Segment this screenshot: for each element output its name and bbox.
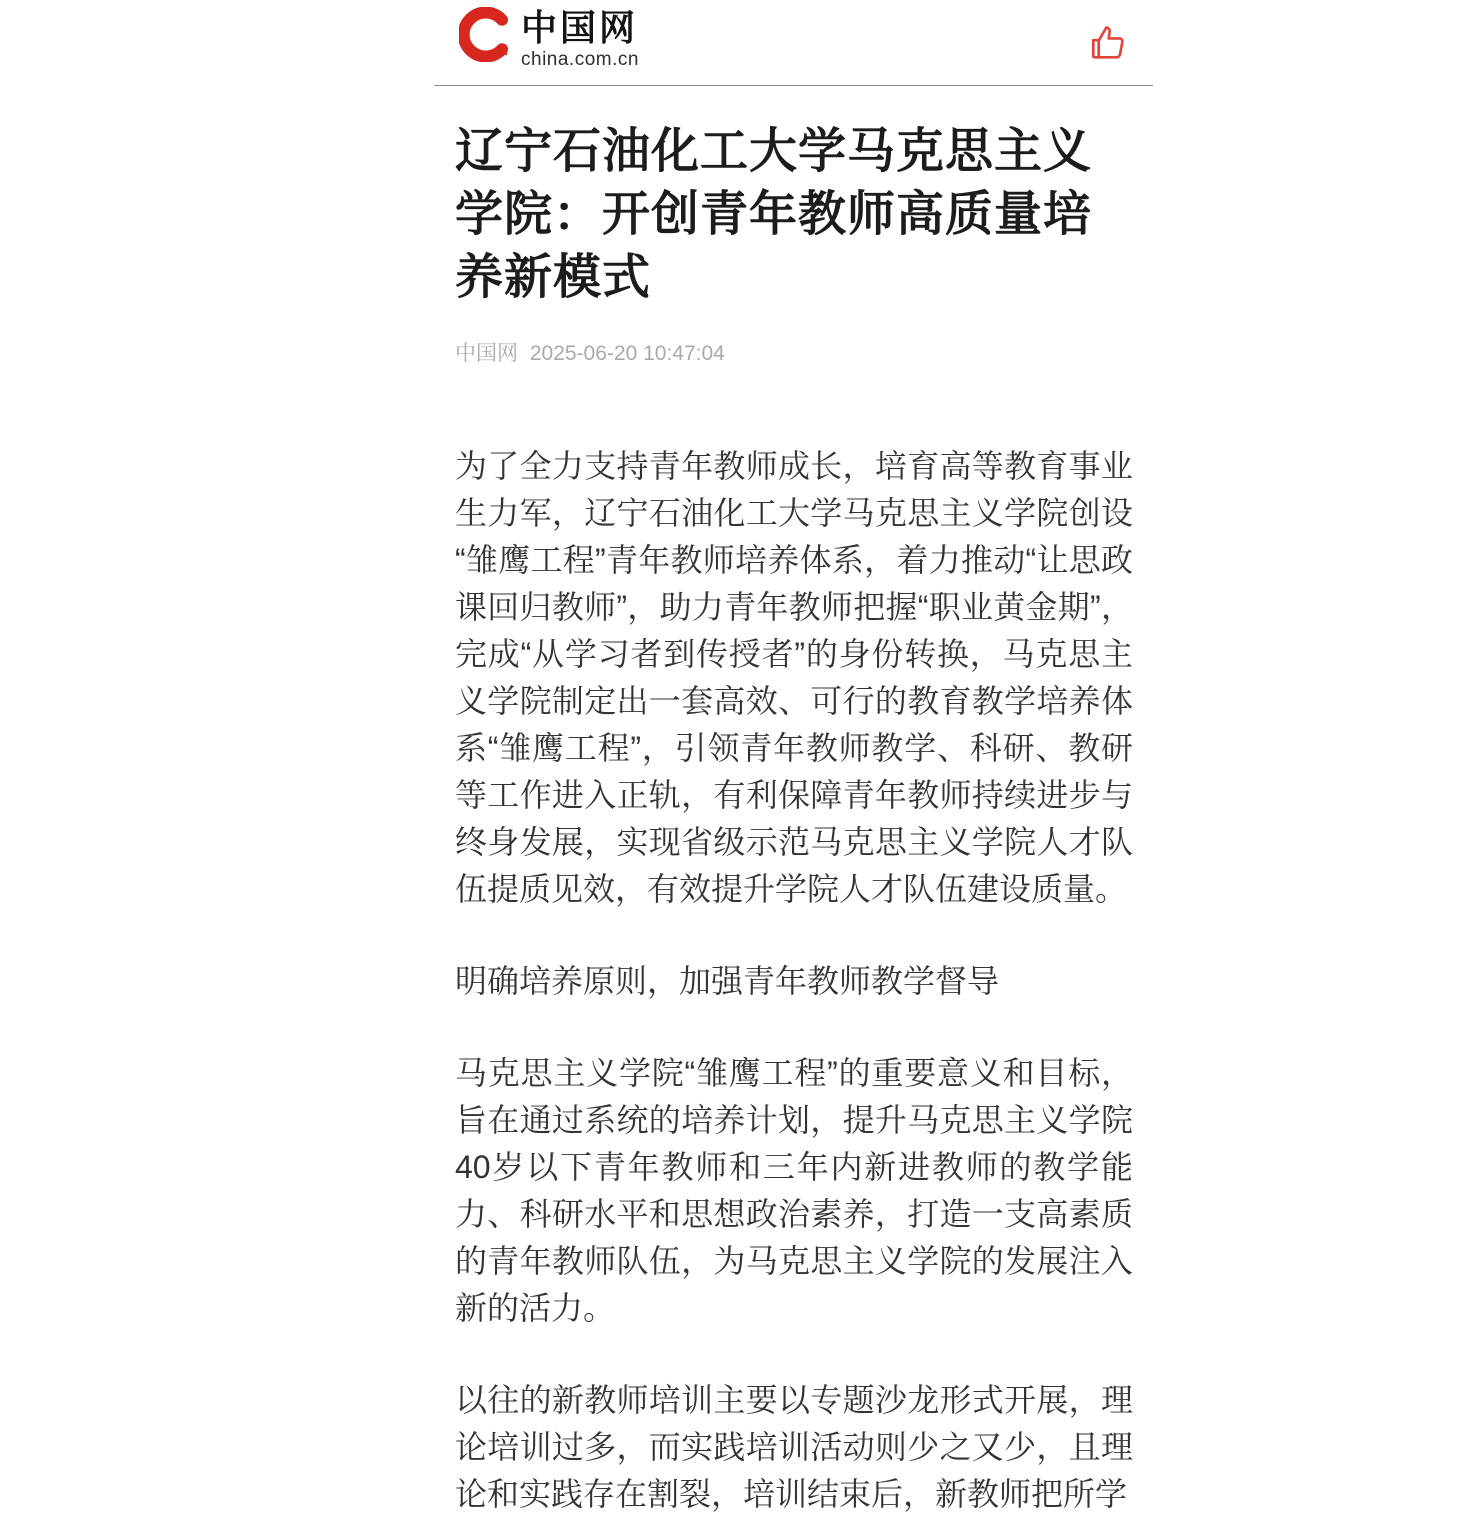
like-button[interactable] <box>1087 20 1129 66</box>
site-name: 中国网 <box>521 7 639 48</box>
article-paragraph: 明确培养原则，加强青年教师教学督导 <box>455 963 1000 999</box>
site-header <box>434 0 1153 86</box>
article-body <box>455 443 1133 1518</box>
article-title: 辽宁石油化工大学马克思主义学院：开创青年教师高质量培养新模式 <box>455 125 1093 304</box>
article-paragraph: 马克思主义学院“雏鹰工程”的重要意义和目标，旨在通过系统的培养计划，提升马克思主义学院40岁以下青年教师和三年内新进教师的教学能力、科研水平和思想政治素养，打造一支高素质的青年教师队伍，为马克思主义学院的发展注入新的活力。 <box>455 1055 1133 1326</box>
article-timestamp: 2025-06-20 10:47:04 <box>529 342 725 365</box>
article-paragraph: 为了全力支持青年教师成长，培育高等教育事业生力军，辽宁石油化工大学马克思主义学院创设“雏鹰工程”青年教师培养体系，着力推动“让思政课回归教师”，助力青年教师把握“职业黄金期”，完成“从学习者到传授者”的身份转换，马克思主义学院制定出一套高效、可行的教育教学培养体系“雏鹰工程”，引领青年教师教学、科研、教研等工作进入正轨，有利保障青年教师持续进步与终身发展，实现省级示范马克思主义学院人才队伍提质见效，有效提升学院人才队伍建设质量。 <box>455 448 1133 907</box>
china-net-logo-icon <box>459 7 514 62</box>
article-main <box>434 120 1153 1518</box>
content-column <box>434 0 1153 1537</box>
site-domain: china.com.cn <box>521 49 639 70</box>
article-byline <box>455 339 1133 368</box>
site-logo[interactable] <box>459 7 639 71</box>
article-source: 中国网 <box>455 342 518 365</box>
site-logo-text <box>521 7 639 71</box>
thumbs-up-icon <box>1087 20 1129 66</box>
article-paragraph: 以往的新教师培训主要以专题沙龙形式开展，理论培训过多，而实践培训活动则少之又少，且理论和实践存在割裂，培训结束后，新教师把所学 <box>455 1382 1133 1512</box>
